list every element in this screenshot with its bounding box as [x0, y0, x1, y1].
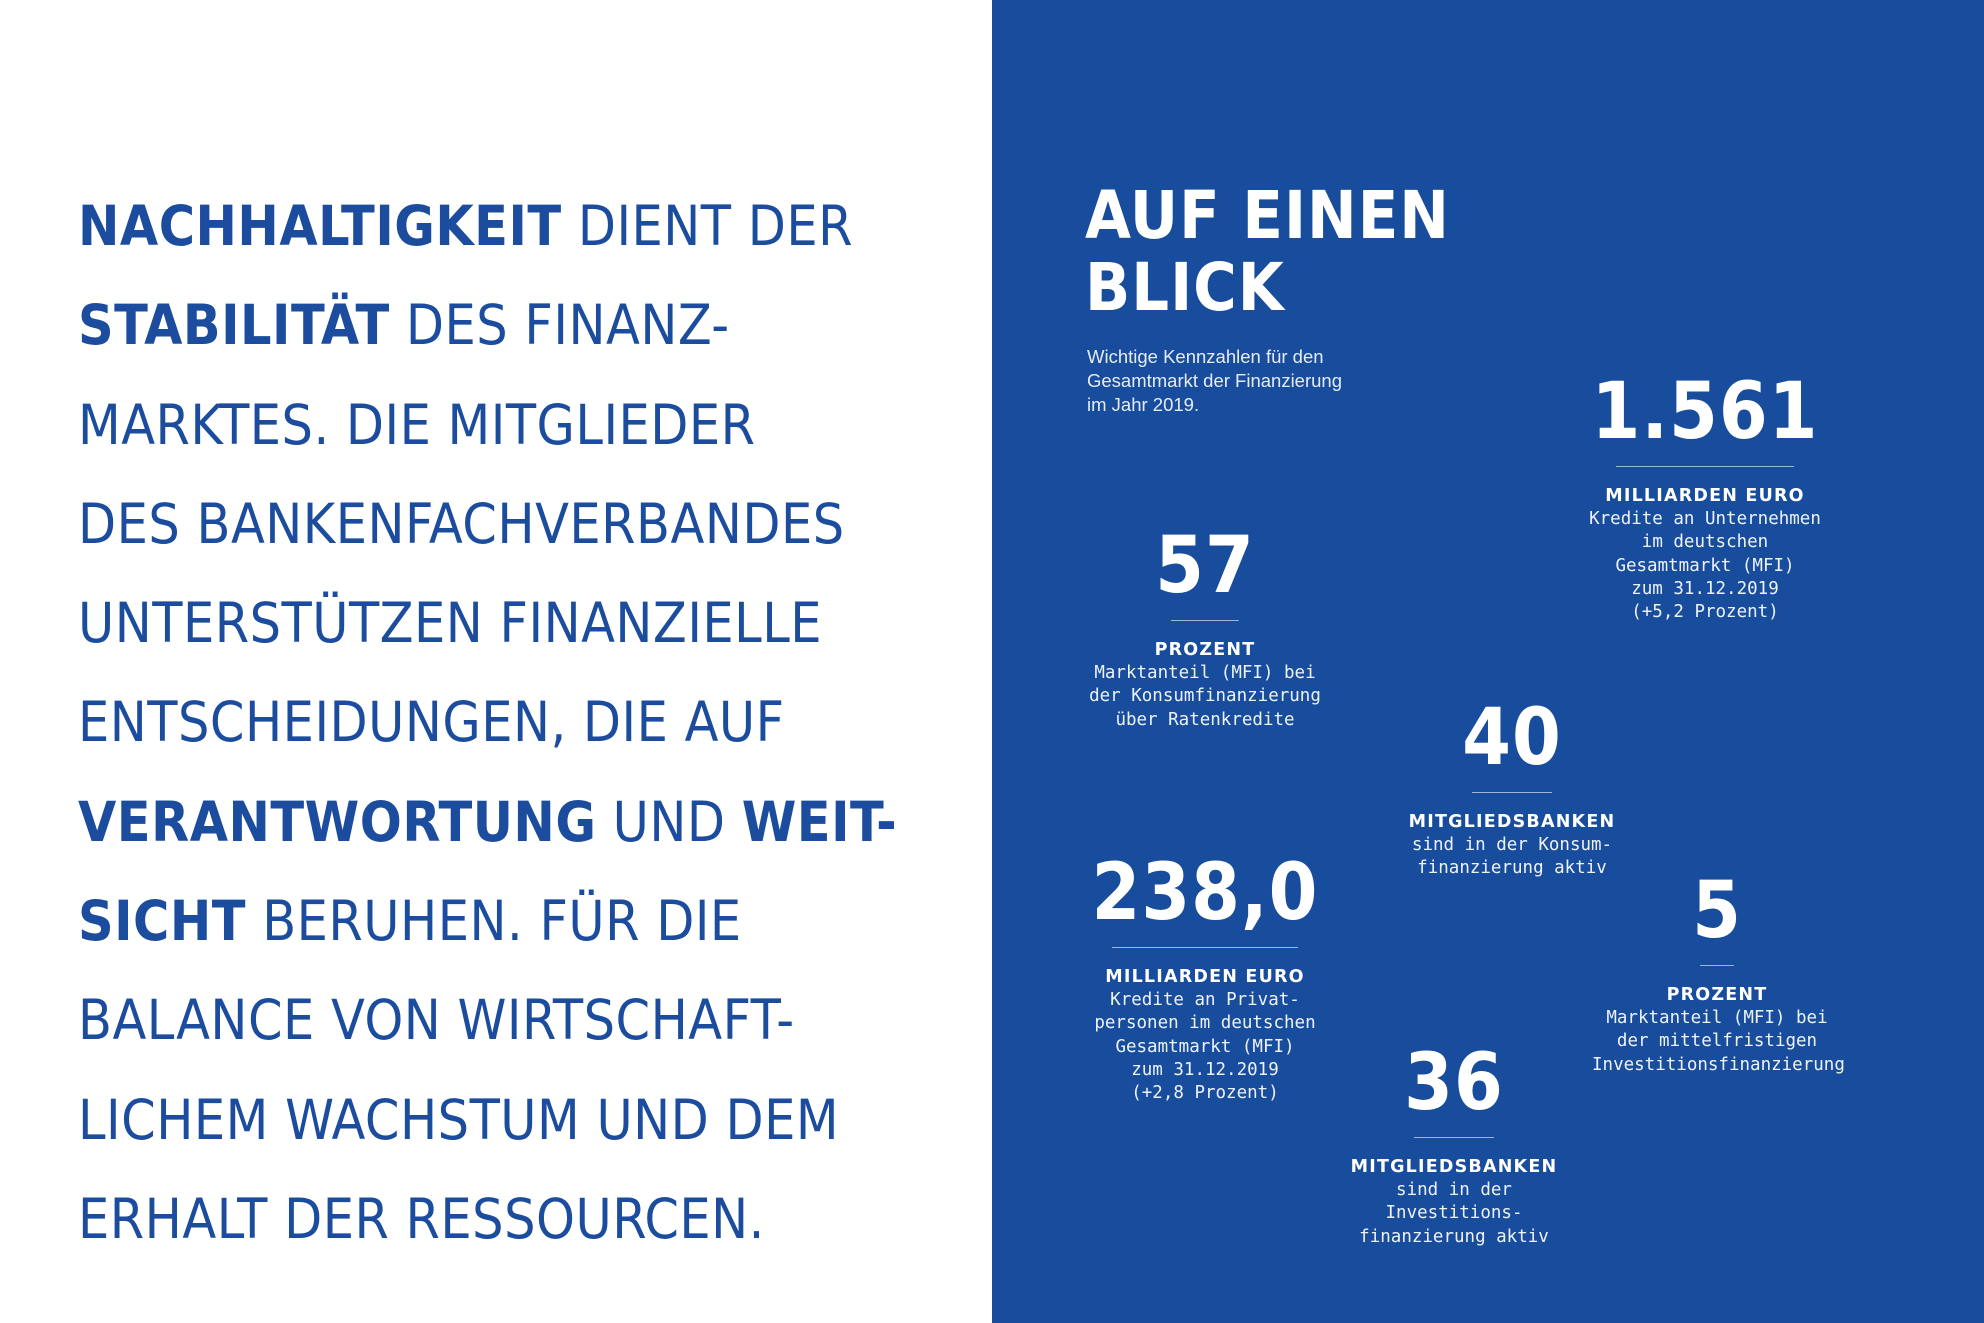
- stat-unit: MITGLIEDSBANKEN: [1350, 1157, 1558, 1177]
- stat-description: [1080, 989, 1330, 1105]
- statement-emphasis: VERANTWORTUNG: [78, 789, 597, 854]
- statement-line: [78, 475, 968, 574]
- stat-description-line: Investitionsfinanzierung: [1592, 1054, 1845, 1075]
- panel-subtitle-line: im Jahr 2019.: [1087, 394, 1200, 415]
- statement-line: [78, 673, 968, 772]
- statement-segment: DIENT DER: [561, 194, 853, 258]
- stat-description-line: zum 31.12.2019: [1131, 1059, 1279, 1080]
- stat-1561: [1580, 367, 1830, 624]
- panel-title: [1085, 177, 1450, 326]
- stat-description-line: Marktanteil (MFI) bei: [1606, 1008, 1828, 1028]
- stat-36: [1324, 1038, 1584, 1249]
- stat-description-line: sind in der Investitions-: [1385, 1180, 1523, 1224]
- stat-description: [1592, 1007, 1845, 1077]
- statement-line: [78, 276, 968, 375]
- stat-description: [1324, 1179, 1584, 1249]
- statement-line: [78, 1170, 968, 1269]
- statement-emphasis: NACHHALTIGKEIT: [78, 194, 562, 258]
- stat-description-line: Gesamtmarkt (MFI): [1615, 555, 1795, 576]
- stat-unit: MILLIARDEN EURO: [1105, 967, 1305, 987]
- statement-text: [78, 177, 968, 1269]
- stat-description-line: sind in der Konsum-: [1411, 835, 1613, 855]
- stat-unit: PROZENT: [1154, 640, 1256, 660]
- stat-value: 238,0: [1091, 848, 1319, 938]
- stat-divider: [1414, 1137, 1494, 1138]
- stat-divider: [1616, 466, 1794, 467]
- statement-segment: BALANCE VON WIRTSCHAFT-: [78, 988, 795, 1053]
- panel-subtitle: [1087, 345, 1427, 417]
- stat-description-line: Marktanteil (MFI) bei: [1094, 663, 1316, 683]
- panel-subtitle-line: Wichtige Kennzahlen für den: [1087, 346, 1324, 367]
- stat-5: [1592, 866, 1845, 1077]
- stat-238: [1080, 848, 1330, 1105]
- stat-description-line: finanzierung aktiv: [1359, 1226, 1549, 1247]
- stat-description-line: der mittelfristigen: [1616, 1031, 1818, 1052]
- stat-divider: [1112, 947, 1298, 948]
- statement-segment: DES FINANZ-: [389, 293, 730, 358]
- stat-unit: MITGLIEDSBANKEN: [1408, 812, 1616, 832]
- statement-segment: ENTSCHEIDUNGEN, DIE AUF: [78, 690, 785, 755]
- statement-line: [78, 376, 968, 475]
- stat-divider: [1700, 965, 1734, 966]
- statement-line: [78, 574, 968, 673]
- panel-title-line: AUF EINEN: [1085, 177, 1450, 254]
- stat-description: [1080, 662, 1330, 732]
- statement-emphasis: STABILITÄT: [78, 293, 390, 358]
- stat-value: 57: [1155, 521, 1255, 611]
- stat-description-line: über Ratenkredite: [1115, 709, 1295, 730]
- stat-40: [1387, 693, 1637, 881]
- stat-description-line: finanzierung aktiv: [1417, 858, 1607, 879]
- key-figures-panel: [992, 0, 1984, 1323]
- statement-segment: UNTERSTÜTZEN FINANZIELLE: [78, 591, 823, 656]
- stat-description-line: Gesamtmarkt (MFI): [1115, 1036, 1295, 1057]
- stat-description-line: der Konsumfinanzierung: [1089, 686, 1321, 707]
- stat-description-line: (+5,2 Prozent): [1631, 602, 1779, 623]
- stat-unit: PROZENT: [1666, 985, 1768, 1005]
- statement-segment: LICHEM WACHSTUM UND DEM: [78, 1087, 840, 1152]
- stat-description-line: Kredite an Privat-: [1110, 990, 1300, 1010]
- statement-segment: DES BANKENFACHVERBANDES: [78, 491, 845, 556]
- statement-segment: BERUHEN. FÜR DIE: [246, 889, 742, 954]
- statement-segment: ERHALT DER RESSOURCEN.: [78, 1186, 765, 1251]
- stat-description-line: Kredite an Unternehmen: [1589, 509, 1821, 529]
- stat-description-line: zum 31.12.2019: [1631, 578, 1779, 599]
- statement-line: [78, 971, 968, 1070]
- statement-line: [78, 1071, 968, 1170]
- statement-segment: MARKTES. DIE MITGLIEDER: [78, 392, 756, 457]
- stat-description-line: im deutschen: [1641, 532, 1769, 553]
- stat-value: 36: [1404, 1038, 1504, 1128]
- stat-57: [1080, 521, 1330, 732]
- stat-divider: [1171, 620, 1239, 621]
- statement-emphasis: SICHT: [78, 889, 247, 954]
- panel-title-line: BLICK: [1085, 249, 1285, 326]
- stat-divider: [1472, 792, 1552, 793]
- statement-line: [78, 872, 968, 971]
- stat-description: [1580, 508, 1830, 624]
- stat-description-line: personen im deutschen: [1094, 1013, 1316, 1034]
- stat-unit: MILLIARDEN EURO: [1605, 486, 1805, 506]
- stat-value: 40: [1462, 693, 1562, 783]
- statement-line: [78, 177, 968, 276]
- stat-value: 5: [1692, 866, 1742, 956]
- statement-emphasis: WEIT-: [741, 789, 898, 854]
- stat-value: 1.561: [1591, 367, 1819, 457]
- stat-description-line: (+2,8 Prozent): [1131, 1083, 1279, 1104]
- statement-line: [78, 773, 968, 872]
- statement-segment: UND: [596, 789, 742, 854]
- panel-subtitle-line: Gesamtmarkt der Finanzierung: [1087, 370, 1342, 391]
